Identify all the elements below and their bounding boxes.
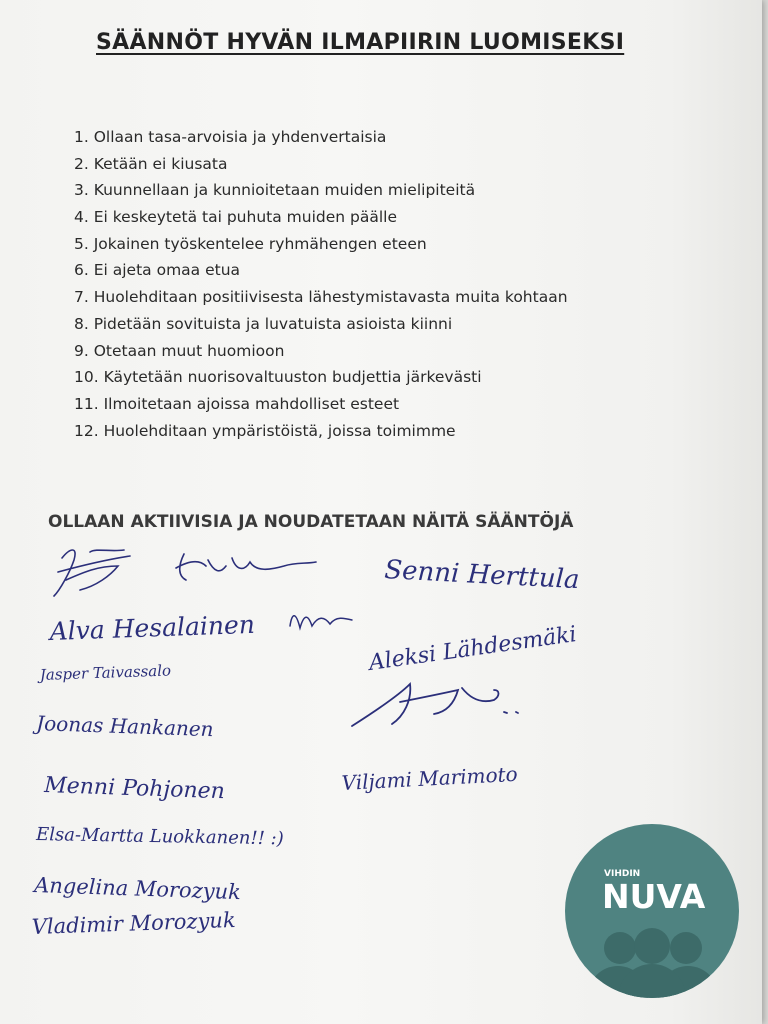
scribble-signature: [54, 550, 130, 596]
scribble-signature: [290, 616, 352, 628]
signature: Aleksi Lähdesmäki: [367, 622, 579, 676]
rule-item: 9. Otetaan muut huomioon: [74, 341, 285, 360]
rule-item: 11. Ilmoitetaan ajoissa mahdolliset esteet: [74, 394, 400, 413]
signature: Alva Hesalainen: [49, 609, 256, 646]
signature: Jasper Taivassalo: [39, 661, 172, 684]
page-title: SÄÄNNÖT HYVÄN ILMAPIIRIN LUOMISEKSI: [96, 30, 625, 55]
rule-item: 6. Ei ajeta omaa etua: [74, 261, 241, 280]
rule-item: 10. Käytetään nuorisovaltuuston budjettia järkevästi: [74, 368, 482, 387]
rule-item: 1. Ollaan tasa-arvoisia ja yhdenvertaisia: [74, 128, 387, 146]
signature: Elsa-Martta Luokkanen!! :): [35, 824, 284, 850]
rule-item: 7. Huolehditaan positiivisesta lähestymistavasta muita kohtaan: [74, 288, 568, 307]
scribble-signature: [176, 554, 316, 580]
rule-item: 2. Ketään ei kiusata: [74, 154, 228, 173]
rule-item: 12. Huolehditaan ympäristöistä, joissa toimimme: [74, 421, 456, 440]
signature: Vladimir Morozyuk: [31, 907, 236, 939]
signature: Joonas Hankanen: [35, 711, 214, 742]
footer-heading: OLLAAN AKTIIVISIA JA NOUDATETAAN NÄITÄ SÄÄNTÖJÄ: [48, 512, 574, 532]
scribble-signature: [352, 684, 518, 726]
rule-item: 3. Kuunnellaan ja kunnioitetaan muiden mielipiteitä: [74, 181, 476, 200]
logo-small-text: VIHDIN: [604, 869, 641, 879]
signature: Menni Pohjonen: [43, 773, 226, 805]
logo-big-text: NUVA: [602, 877, 706, 916]
rule-item: 4. Ei keskeytetä tai puhuta muiden päälle: [74, 208, 397, 227]
rule-item: 8. Pidetään sovituista ja luvatuista asioista kiinni: [74, 314, 453, 333]
signature: Senni Herttula: [383, 555, 581, 596]
rule-item: 5. Jokainen työskentelee ryhmähengen eteen: [74, 234, 427, 253]
nuva-logo: [562, 824, 742, 999]
signature: Viljami Marimoto: [341, 761, 519, 795]
signature: Angelina Morozyuk: [33, 873, 242, 905]
